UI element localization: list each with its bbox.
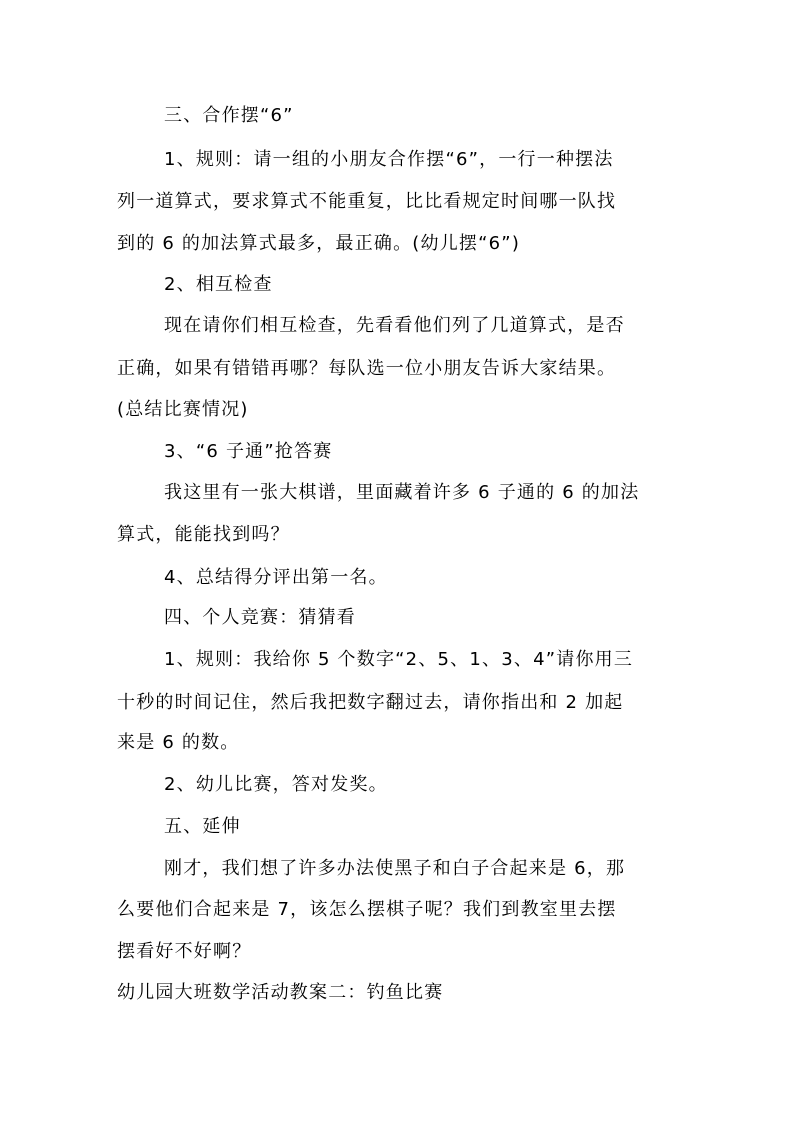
paragraph-line: 我这里有一张大棋谱，里面藏着许多 6 子通的 6 的加法	[164, 482, 640, 503]
paragraph-line: 十秒的时间记住，然后我把数字翻过去，请你指出和 2 加起	[117, 692, 624, 713]
paragraph-line: 1、规则：我给你 5 个数字“2、5、1、3、4”请你用三	[164, 649, 634, 670]
paragraph-line: 现在请你们相互检查，先看看他们列了几道算式，是否	[164, 315, 625, 336]
subheading-line: 3、“6 子通”抢答赛	[164, 441, 333, 462]
paragraph-line: 摆看好不好啊？	[117, 941, 252, 962]
paragraph-line: 么要他们合起来是 7，该怎么摆棋子呢？我们到教室里去摆	[117, 899, 617, 920]
paragraph-line: 算式，能能找到吗？	[117, 524, 290, 545]
section-heading-5: 五、延伸	[164, 816, 241, 837]
section-heading-3: 三、合作摆“6”	[164, 105, 294, 126]
section-heading-4: 四、个人竞赛：猜猜看	[164, 607, 356, 628]
paragraph-line: 正确，如果有错错再哪？每队选一位小朋友告诉大家结果。	[117, 358, 617, 379]
paragraph-line: 列一道算式，要求算式不能重复，比比看规定时间哪一队找	[117, 191, 617, 212]
paragraph-line: 刚才，我们想了许多办法使黑子和白子合起来是 6，那	[164, 858, 626, 879]
paragraph-line: 来是 6 的数。	[117, 732, 240, 753]
paragraph-line: (总结比赛情况)	[117, 399, 249, 420]
paragraph-line: 2、幼儿比赛，答对发奖。	[164, 774, 388, 795]
paragraph-line: 1、规则：请一组的小朋友合作摆“6”，一行一种摆法	[164, 149, 614, 170]
paragraph-line: 4、总结得分评出第一名。	[164, 567, 388, 588]
subheading-line: 2、相互检查	[164, 274, 273, 295]
paragraph-line: 到的 6 的加法算式最多，最正确。(幼儿摆“6”)	[117, 233, 521, 254]
document-title-2: 幼儿园大班数学活动教案二：钓鱼比赛	[117, 982, 444, 1003]
